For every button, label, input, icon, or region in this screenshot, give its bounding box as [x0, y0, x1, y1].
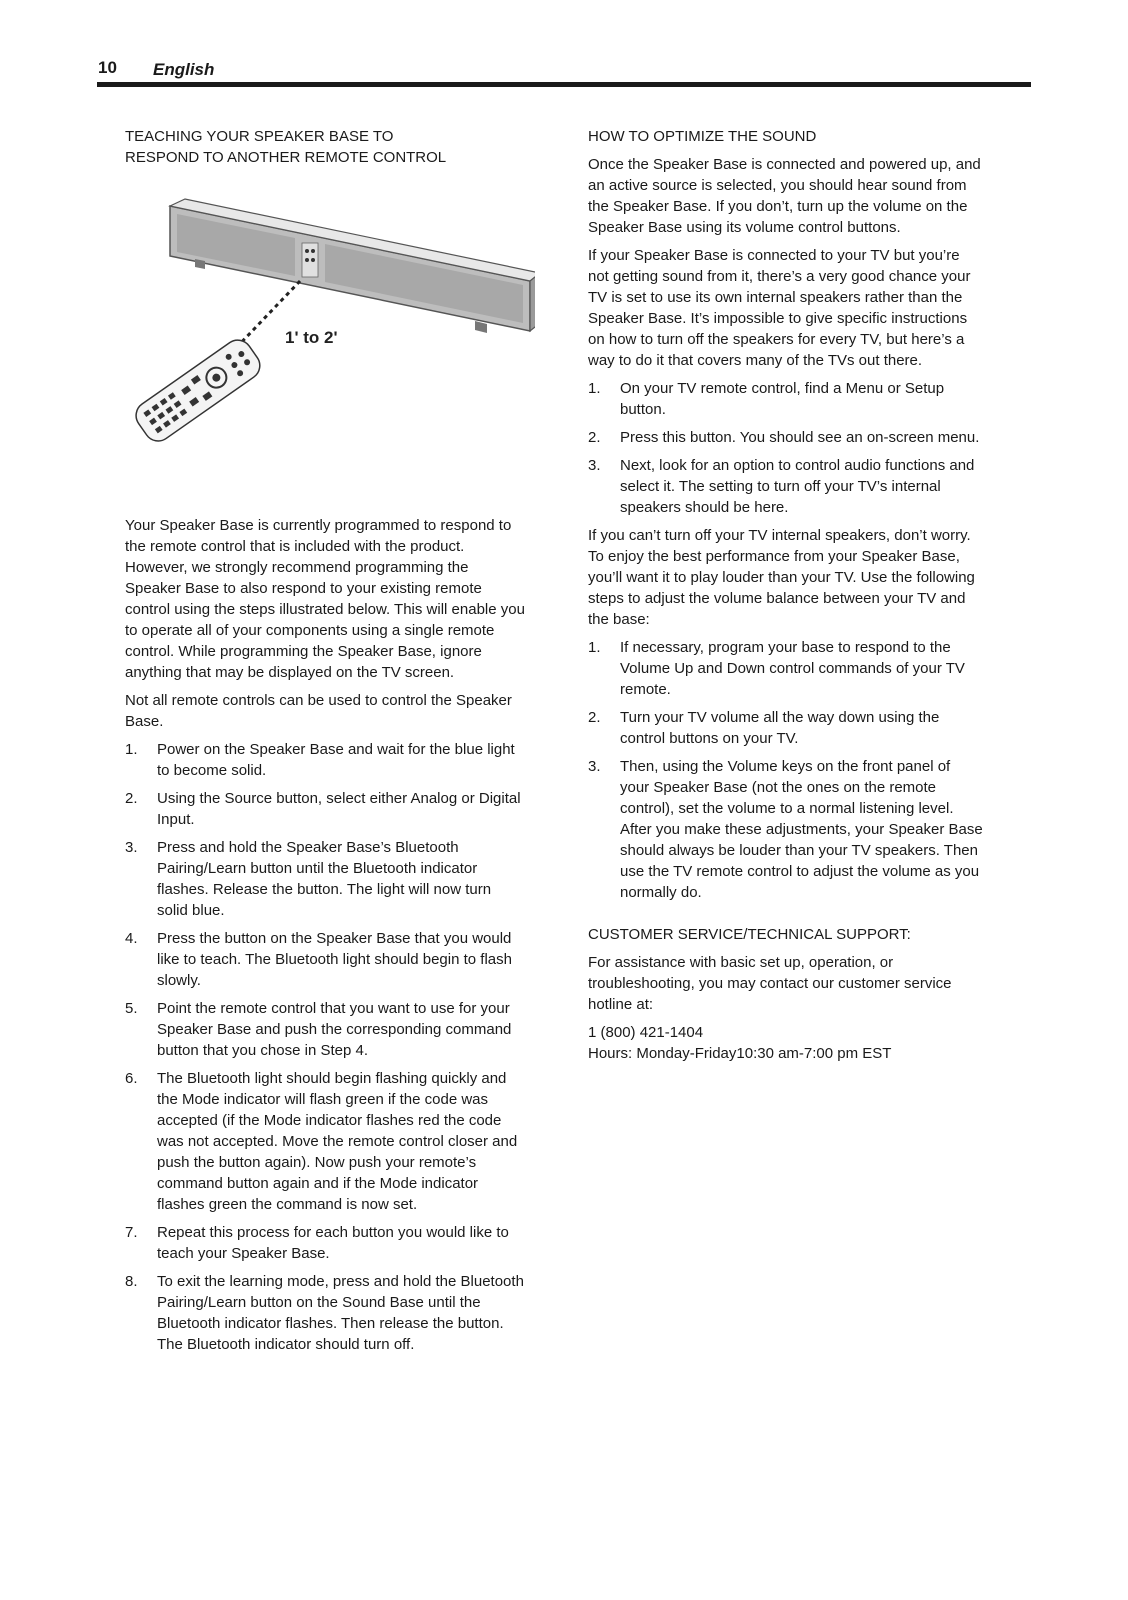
list-item: 4. Press the button on the Speaker Base that you would like to teach. The Bluetooth light should begin to flash slowly.: [125, 930, 512, 989]
intro-paragraph: Your Speaker Base is currently programmed to respond to the remote control that is included with the product. However, we strongly recommend programming the Speaker Base to also respond to your existing remote control using the steps illustrated below. This will enable you to operate all of your components using a single remote control. While programming the Speaker Base, ignore anything that may be displayed on the TV screen.: [125, 517, 525, 681]
volume-balance-steps-list: [588, 637, 983, 903]
list-item: 1. Power on the Speaker Base and wait for the blue light to become solid.: [125, 741, 515, 779]
list-item: 3. Then, using the Volume keys on the front panel of your Speaker Base (not the ones on the remote control), set the volume to a normal listening level. After you make these adjustments, your Speaker Base should always be louder than your TV speakers. Then use the TV remote control to adjust the volume as you normally do.: [588, 758, 983, 901]
language-label: English: [153, 60, 215, 79]
speaker-base-image: [170, 199, 535, 333]
list-item: 6. The Bluetooth light should begin flashing quickly and the Mode indicator will flash green if the code was accepted (if the Mode indicator flashes red the code was not accepted. Move the remote control closer and push the button again). Now push your remote’s command button again and if the Mode indicator flashes green the command is now set.: [125, 1070, 518, 1213]
optimize-paragraph-2: If your Speaker Base is connected to your TV but you’re not getting sound from it, there’s a very good chance your TV is set to use its own internal speakers rather than the Speaker Base. It’s impossible to give specific instructions on how to turn off the speakers for every TV, but here’s a way to do it that covers many of the TVs out there.: [588, 247, 971, 369]
distance-label: 1' to 2': [285, 328, 338, 347]
speaker-remote-illustration: [115, 181, 535, 481]
section-heading-teaching: TEACHING YOUR SPEAKER BASE TO RESPOND TO ANOTHER REMOTE CONTROL: [125, 128, 447, 166]
support-phone: 1 (800) 421-1404: [588, 1024, 704, 1041]
list-item: 2. Using the Source button, select either Analog or Digital Input.: [125, 790, 521, 828]
list-item: 8. To exit the learning mode, press and hold the Bluetooth Pairing/Learn button on the Sound Base until the Bluetooth indicator flashes. Then release the button. The Bluetooth indicator should turn off.: [125, 1273, 524, 1353]
list-item: 5. Point the remote control that you want to use for your Speaker Base and push the corresponding command button that you chose in Step 4.: [125, 1000, 512, 1059]
remote-control-image: [131, 335, 266, 447]
right-column: [588, 126, 983, 1064]
list-item: 3. Next, look for an option to control audio functions and select it. The setting to turn off your TV’s internal speakers should be here.: [588, 457, 975, 516]
list-item: 1. If necessary, program your base to respond to the Volume Up and Down control commands of your TV remote.: [588, 639, 965, 698]
list-item: 1. On your TV remote control, find a Menu or Setup button.: [588, 380, 945, 418]
list-item: 2. Turn your TV volume all the way down using the control buttons on your TV.: [588, 709, 940, 747]
tv-speaker-steps-list: [588, 378, 983, 518]
header-rule: [97, 82, 1031, 87]
section-heading-support: CUSTOMER SERVICE/TECHNICAL SUPPORT:: [588, 926, 911, 943]
note-paragraph: Not all remote controls can be used to control the Speaker Base.: [125, 692, 512, 730]
section-heading-optimize: HOW TO OPTIMIZE THE SOUND: [588, 128, 817, 145]
teaching-steps-list: [125, 739, 525, 1355]
page-number: 10: [98, 58, 117, 77]
optimize-paragraph-1: Once the Speaker Base is connected and powered up, and an active source is selected, you should hear sound from the Speaker Base. If you don’t, turn up the volume on the Speaker Base using its volume control buttons.: [588, 156, 981, 236]
list-item: 2. Press this button. You should see an on-screen menu.: [588, 429, 980, 446]
list-item: 3. Press and hold the Speaker Base’s Bluetooth Pairing/Learn button until the Bluetooth indicator flashes. Release the button. The light will now turn solid blue.: [125, 839, 492, 919]
support-paragraph: For assistance with basic set up, operation, or troubleshooting, you may contact our customer service hotline at:: [588, 954, 952, 1013]
left-column: [125, 126, 525, 1362]
list-item: 7. Repeat this process for each button you would like to teach your Speaker Base.: [125, 1224, 509, 1262]
optimize-paragraph-3: If you can’t turn off your TV internal speakers, don’t worry. To enjoy the best performance from your Speaker Base, you’ll want it to play louder than your TV. Use the following steps to adjust the volume balance between your TV and the base:: [588, 527, 975, 628]
support-hours: Hours: Monday-Friday10:30 am-7:00 pm EST: [588, 1045, 892, 1062]
